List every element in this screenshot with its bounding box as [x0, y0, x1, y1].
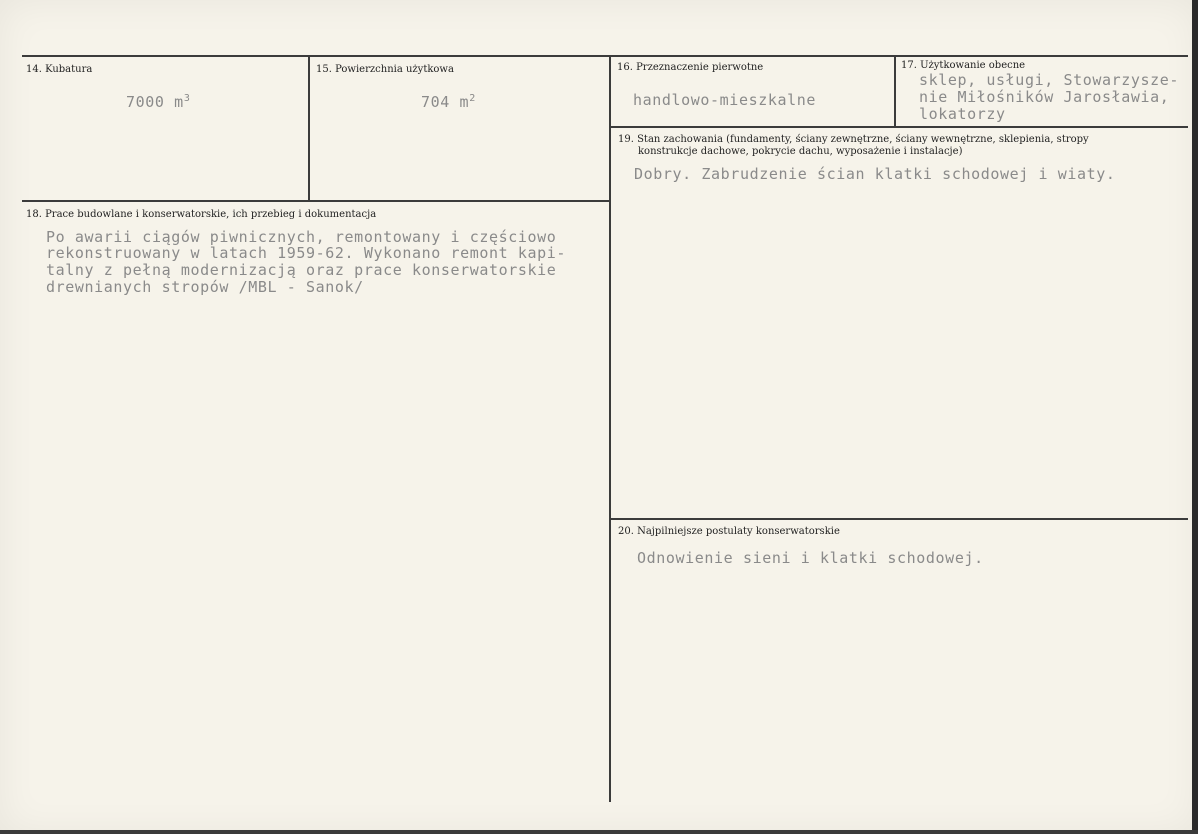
field-powierzchnia-value	[421, 90, 476, 111]
rule-below-f14-f15	[22, 200, 610, 202]
field-stan-zachowania-label-line-1: 19. Stan zachowania (fundamenty, ściany zewnętrzne, ściany wewnętrzne, sklepienia, stropy	[618, 134, 1089, 145]
field-prace-budowlane-line-2: rekonstruowany w latach 1959-62. Wykonano remont kapi-	[46, 244, 567, 262]
powierzchnia-number: 704	[421, 93, 450, 111]
field-uzytkowanie	[901, 60, 1191, 126]
field-stan-zachowania-label-line-2: konstrukcje dachowe, pokrycie dachu, wyposażenie i instalacje)	[638, 146, 963, 157]
field-uzytkowanie-line-2: nie Miłośników Jarosławia,	[919, 88, 1170, 106]
kubatura-number: 7000	[126, 93, 165, 111]
field-stan-zachowania-value: Dobry. Zabrudzenie ścian klatki schodowej i wiaty.	[634, 165, 1116, 183]
scan-edge-right	[1192, 0, 1198, 834]
field-postulaty-label: 20. Najpilniejsze postulaty konserwatorskie	[618, 526, 840, 537]
field-postulaty-value: Odnowienie sieni i klatki schodowej.	[637, 549, 984, 567]
field-uzytkowanie-line-1: sklep, usługi, Stowarzysze-	[919, 71, 1180, 89]
field-prace-budowlane-line-1: Po awarii ciągów piwnicznych, remontowany i częściowo	[46, 228, 557, 246]
top-rule	[22, 55, 1188, 57]
rule-above-f20	[610, 518, 1188, 520]
field-powierzchnia	[316, 64, 606, 198]
field-kubatura-label: 14. Kubatura	[26, 64, 93, 75]
field-uzytkowanie-line-3: lokatorzy	[919, 105, 1006, 123]
field-prace-budowlane-line-4: drewnianych stropów /MBL - Sanok/	[46, 278, 364, 296]
field-powierzchnia-label: 15. Powierzchnia użytkowa	[316, 64, 454, 75]
field-prace-budowlane-line-3: talny z pełną modernizacją oraz prace konserwatorskie	[46, 261, 557, 279]
main-column-divider	[609, 56, 611, 802]
field-stan-zachowania	[618, 134, 1188, 514]
field-uzytkowanie-label: 17. Użytkowanie obecne	[901, 60, 1026, 71]
field-postulaty	[618, 526, 1188, 802]
scan-edge-bottom	[0, 830, 1198, 834]
field-kubatura-value	[126, 90, 190, 111]
powierzchnia-unit-exponent: 2	[469, 93, 476, 104]
divider-f14-f15	[308, 56, 310, 202]
field-przeznaczenie	[617, 62, 891, 124]
field-przeznaczenie-label: 16. Przeznaczenie pierwotne	[617, 62, 764, 73]
field-przeznaczenie-value: handlowo-mieszkalne	[633, 91, 816, 109]
kubatura-unit: m	[174, 93, 184, 111]
field-prace-budowlane	[26, 209, 606, 799]
kubatura-unit-exponent: 3	[183, 93, 191, 104]
divider-f16-f17	[894, 56, 896, 128]
powierzchnia-unit: m	[459, 93, 470, 111]
field-prace-budowlane-label: 18. Prace budowlane i konserwatorskie, ich przebieg i dokumentacja	[26, 209, 377, 220]
rule-below-f16-f17	[610, 126, 1188, 128]
field-kubatura	[26, 64, 306, 198]
